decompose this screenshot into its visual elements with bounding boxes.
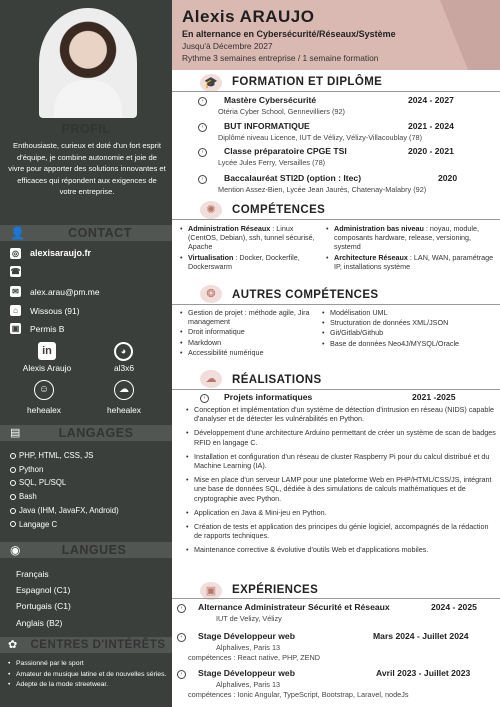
formation-dates: 2021 - 2024	[408, 121, 454, 131]
interets-heading: CENTRES D'INTÉRÊTS	[30, 639, 166, 651]
code-icon: ▤	[10, 427, 21, 439]
github-link[interactable]: al3x6	[113, 363, 135, 373]
timeline-dot-icon: ›	[198, 148, 207, 157]
formation-name: Baccalauréat STI2D (option : Itec)	[224, 173, 362, 183]
license-text: Permis B	[30, 324, 65, 334]
timeline-dot-icon: ›	[198, 123, 207, 132]
github-icon[interactable]: ◕	[114, 342, 133, 361]
langues-list: Français Espagnol (C1) Portugais (C1) Anglais (B2)	[16, 569, 71, 628]
globe-languages-icon: ◉	[10, 543, 21, 557]
experience-skills: compétences : Ionic Angular, TypeScript, Bootstrap, Laravel, nodeJs	[188, 690, 409, 699]
experience-location: IUT de Velizy, Vélizy	[216, 614, 282, 623]
contact-heading: CONTACT	[68, 226, 132, 240]
realisations-heading: RÉALISATIONS	[232, 374, 322, 386]
formation-dates: 2020 - 2021	[408, 146, 454, 156]
candidate-name: Alexis ARAUJO	[182, 7, 315, 26]
project-dates: 2021 -2025	[412, 392, 456, 402]
formation-detail: Lycée Jules Ferry, Versailles (78)	[218, 158, 326, 167]
experience-location: Alphalives, Paris 13	[216, 680, 281, 689]
briefcase-icon: ▣	[200, 582, 222, 600]
timeline-dot-icon: ›	[177, 604, 186, 613]
profile-text: Enthousiaste, curieux et doté d'un fort esprit d'équipe, je combine autonomie et joie de vivre pour apporter des solutions innovantes et efficaces qui répondent aux exigences de votre entreprise.	[8, 141, 166, 196]
formation-heading: FORMATION ET DIPLÔME	[232, 76, 383, 88]
competences-left: • Administration Réseaux : Linux (CentOS, Debian), ssh, tunnel sécurisé, Apache • Virtualisation : Docker, Dockerfile, Dockerswarm	[180, 224, 322, 272]
hackerone-icon[interactable]: ☺	[34, 380, 54, 400]
header-subtitle: En alternance en Cybersécurité/Réseaux/Système	[182, 29, 396, 39]
timeline-dot-icon: ›	[198, 175, 207, 184]
city-text: Wissous (91)	[30, 306, 80, 316]
cloud-upload-icon: ☁	[200, 370, 222, 388]
experience-dates: 2024 - 2025	[431, 602, 477, 612]
email-link[interactable]: alex.arau@pm.me	[30, 287, 100, 297]
phone-icon: ☎	[10, 267, 21, 276]
profile-photo	[39, 8, 137, 118]
interest-icon: ✿	[8, 639, 18, 651]
contact-icon: 👤	[10, 226, 25, 240]
experience-name: Alternance Administrateur Sécurité et Réseaux	[198, 602, 390, 612]
car-icon: ▣	[11, 324, 20, 333]
competences-heading: COMPÉTENCES	[232, 204, 326, 216]
experiences-heading: EXPÉRIENCES	[232, 584, 319, 596]
cloud-icon[interactable]: ☁	[114, 380, 134, 400]
globe-icon: ◎	[10, 248, 21, 259]
linkedin-link[interactable]: Alexis Araujo	[22, 363, 72, 373]
formation-dates: 2020	[438, 173, 458, 183]
formation-detail: Otéria Cyber School, Gennevilliers (92)	[218, 107, 345, 116]
mail-icon: ✉	[10, 286, 21, 297]
formation-detail: Mention Assez-Bien, Lycée Jean Jaurès, Chatenay-Malabry (92)	[218, 185, 427, 194]
formation-name: Classe préparatoire CPGE TSI	[224, 146, 347, 156]
header-rhythm: Rythme 3 semaines entreprise / 1 semaine formation	[182, 53, 379, 63]
timeline-dot-icon: ›	[198, 97, 207, 106]
experience-location: Alphalives, Paris 13	[216, 643, 281, 652]
profile-link-1[interactable]: hehealex	[27, 405, 61, 415]
website-link[interactable]: alexisaraujo.fr	[30, 248, 92, 258]
house-icon: ⌂	[10, 305, 21, 316]
formation-name: BUT INFORMATIQUE	[224, 121, 310, 131]
brain-icon: ❂	[200, 285, 222, 303]
experience-name: Stage Développeur web	[198, 668, 295, 678]
banner-arrow	[440, 0, 500, 70]
experience-skills: compétences : React native, PHP, ZEND	[188, 653, 321, 662]
autres-left: • Gestion de projet : méthode agile, Jira management • Droit informatique • Markdown • Accessibilité numérique	[180, 308, 318, 358]
timeline-dot-icon: ›	[177, 670, 186, 679]
header-date: Jusqu'à Décembre 2027	[182, 41, 273, 51]
competences-right: • Administration bas niveau : noyau, module, composants hardware, release, versioning, systemd • Architecture Réseaux : LAN, WAN, paramétrage IP, installations système	[326, 224, 494, 272]
project-title: Projets informatiques	[224, 392, 313, 402]
formation-detail: Diplômé niveau Licence, IUT de Vélizy, Vélizy-Villacoublay (78)	[218, 133, 423, 142]
langues-heading: LANGUES	[61, 543, 127, 557]
autres-right: • Modélisation UML • Structuration de données XML/JSON • Git/Gitlab/Github • Base de données Neo4J/MYSQL/Oracle	[322, 308, 498, 349]
experience-dates: Avril 2023 - Juillet 2023	[376, 668, 471, 678]
langages-heading: LANGAGES	[58, 426, 134, 440]
formation-dates: 2024 - 2027	[408, 95, 454, 105]
profile-link-2[interactable]: hehealex	[107, 405, 141, 415]
experience-dates: Mars 2024 - Juillet 2024	[373, 631, 469, 641]
experience-name: Stage Développeur web	[198, 631, 295, 641]
timeline-dot-icon: ›	[200, 394, 209, 403]
formation-name: Mastère Cybersécurité	[224, 95, 317, 105]
interets-list: • Passionné par le sport • Amateur de musique latine et de nouvelles séries. • Adepte de la mode streetwear.	[8, 659, 168, 691]
autres-heading: AUTRES COMPÉTENCES	[232, 289, 379, 301]
profile-heading: PROFIL	[61, 122, 111, 136]
network-icon: ✺	[200, 201, 222, 219]
realisations-list: • Conception et implémentation d'un système de détection d'intrusion en réseau (NIDS) capable d'analyser et de détecter les vulnérabilités en Python. • Développement d'une architecture Arduino permettant de créer un système de scan de badges RFID en langage C. • Installation et configuration d'un réseau de cluster Raspberry Pi pour du calcul distribué et du Machine Learning (IA). • Mise en place d'un serveur LAMP pour une plateforme Web en PHP/HTML/CSS/JS, intégrant une base de données SQL, dédiée à des simulations de calculs mathématiques et de cryptographie avec Python. • Application en Java & Mini-jeu en Python. • Création de tests et application des principes du génie logiciel, accompagnés de la rédaction de rapports techniques. • Maintenance corrective & évolutive d'outils Web et d'applications mobiles.	[186, 405, 496, 556]
timeline-dot-icon: ›	[177, 633, 186, 642]
langages-list: PHP, HTML, CSS, JS Python SQL, PL/SQL Bash Java (IHM, JavaFX, Android) Langage C	[10, 449, 119, 531]
graduation-cap-icon: 🎓	[200, 74, 222, 92]
linkedin-icon[interactable]: in	[38, 342, 56, 360]
